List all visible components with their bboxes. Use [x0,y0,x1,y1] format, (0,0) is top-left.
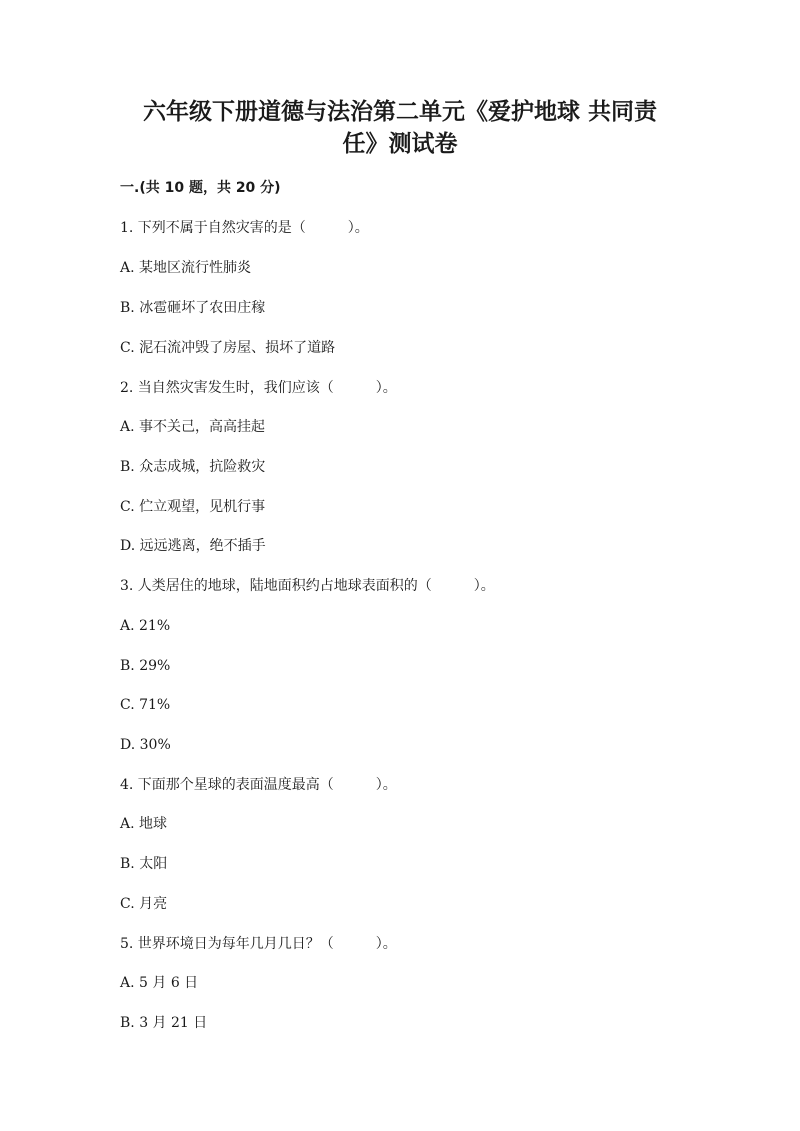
question-1-option-a: A. 某地区流行性肺炎 [120,260,252,276]
question-3-option-d: D. 30% [120,737,171,753]
question-5-option-b: B. 3 月 21 日 [120,1015,208,1031]
exam-title-line-2: 任》测试卷 [342,131,458,157]
question-5-stem: 5. 世界环境日为每年几月几日？（ ）。 [120,936,397,952]
question-3-option-c: C. 71% [120,697,171,713]
question-3-stem: 3. 人类居住的地球，陆地面积约占地球表面积的（ ）。 [120,578,495,594]
question-2-option-b: B. 众志成城，抗险救灾 [120,459,266,475]
question-2-option-c: C. 伫立观望，见机行事 [120,499,266,515]
exam-title-line-1: 六年级下册道德与法治第二单元《爱护地球 共同责 [142,99,657,125]
question-3-option-a: A. 21% [120,618,171,634]
question-1-stem: 1. 下列不属于自然灾害的是（ ）。 [120,220,369,236]
question-3-option-b: B. 29% [120,658,171,674]
question-2-option-a: A. 事不关己，高高挂起 [120,419,266,435]
section-heading: 一.(共 10 题，共 20 分) [120,180,281,196]
question-4-option-c: C. 月亮 [120,896,168,912]
question-4-stem: 4. 下面那个星球的表面温度最高（ ）。 [120,777,397,793]
question-1-option-c: C. 泥石流冲毁了房屋、损坏了道路 [120,340,336,356]
question-2-option-d: D. 远远逃离，绝不插手 [120,538,266,554]
question-4-option-b: B. 太阳 [120,856,168,872]
question-5-option-a: A. 5 月 6 日 [120,975,199,991]
question-1-option-b: B. 冰雹砸坏了农田庄稼 [120,300,266,316]
question-4-option-a: A. 地球 [120,816,168,832]
question-2-stem: 2. 当自然灾害发生时，我们应该（ ）。 [120,380,397,396]
